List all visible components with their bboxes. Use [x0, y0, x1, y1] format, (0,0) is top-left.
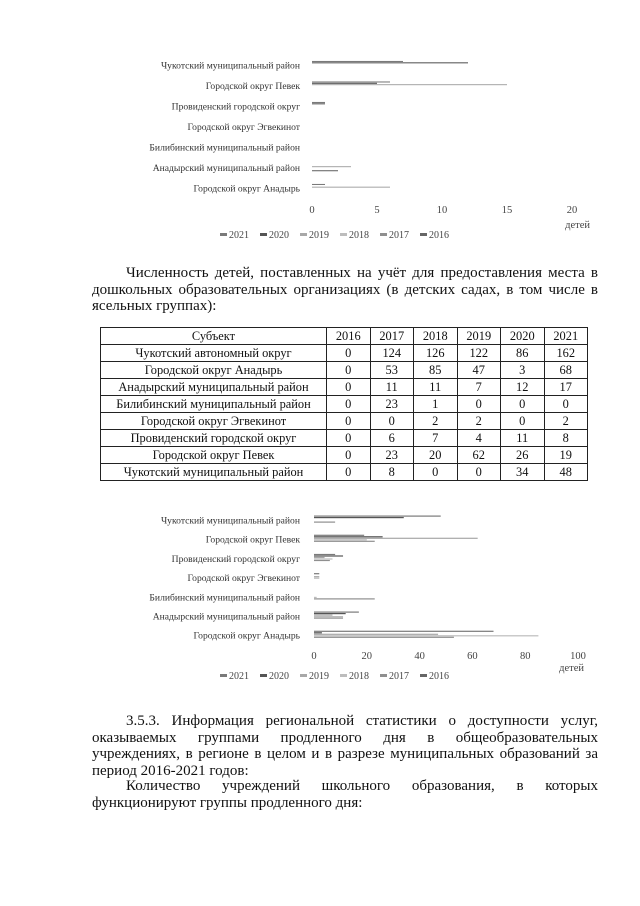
- row-value-cell: 26: [501, 447, 545, 464]
- x-tick-label: 20: [361, 651, 373, 662]
- table-header-row: [101, 328, 588, 345]
- row-value-cell: 48: [544, 464, 588, 481]
- bar-chart-1: [0, 48, 640, 248]
- legend-swatch: [300, 674, 307, 677]
- row-subject-cell: Городской округ Эгвекинот: [101, 413, 327, 430]
- bar-2021: [312, 61, 403, 62]
- legend-label: 2021: [229, 230, 249, 241]
- category-label: Анадырский муниципальный район: [152, 611, 300, 623]
- x-tick-label: 80: [519, 651, 531, 662]
- legend-swatch: [380, 674, 387, 677]
- bar-2020: [314, 555, 343, 556]
- row-value-cell: 0: [501, 413, 545, 430]
- header-cell: 2017: [370, 328, 414, 345]
- row-value-cell: 122: [457, 345, 501, 362]
- bar-2020: [314, 517, 404, 518]
- row-value-cell: 0: [544, 396, 588, 413]
- row-value-cell: 0: [327, 362, 371, 379]
- paragraph-text: Количество учреждений школьного образования, в которых функционируют группы продленного дня:: [92, 778, 598, 811]
- row-value-cell: 0: [327, 396, 371, 413]
- bar-2019: [314, 538, 478, 539]
- bar-2019: [314, 615, 332, 616]
- legend-label: 2020: [269, 671, 289, 682]
- row-value-cell: 8: [544, 430, 588, 447]
- bar-2021: [314, 631, 494, 632]
- table-row: [101, 379, 588, 396]
- row-value-cell: 19: [544, 447, 588, 464]
- legend-label: 2016: [429, 230, 449, 241]
- row-value-cell: 2: [414, 413, 458, 430]
- x-tick-label: 15: [501, 205, 513, 216]
- row-subject-cell: Чукотский муниципальный район: [101, 464, 327, 481]
- x-tick-label: 0: [311, 651, 317, 662]
- row-subject-cell: Городской округ Анадырь: [101, 362, 327, 379]
- row-value-cell: 0: [327, 430, 371, 447]
- bar-2021: [314, 573, 319, 574]
- bar-2021: [314, 535, 364, 536]
- row-value-cell: 0: [457, 464, 501, 481]
- category-label: Анадырский муниципальный район: [152, 163, 300, 174]
- row-value-cell: 34: [501, 464, 545, 481]
- bar-2019: [312, 84, 507, 85]
- table-row: [101, 345, 588, 362]
- bar-2018: [314, 578, 319, 579]
- x-tick-label: 40: [414, 651, 425, 662]
- bar-2017: [314, 522, 335, 523]
- category-label: Провиденский городской округ: [171, 101, 300, 113]
- legend-swatch: [260, 674, 267, 677]
- legend-swatch: [220, 233, 227, 236]
- category-label: Городской округ Анадырь: [193, 183, 300, 195]
- paragraph-text: 3.5.3. Информация региональной статистики о доступности услуг, оказываемых группами продленного дня в общеобразовательных учреждениях, в регионе в целом и в разрезе муниципальных образований за период 2016-2021 годов:: [92, 713, 598, 779]
- bar-2019: [314, 576, 319, 577]
- bar-2020: [312, 62, 468, 63]
- bar-2018: [314, 539, 367, 540]
- row-value-cell: 11: [414, 379, 458, 396]
- category-label: Билибинский муниципальный район: [149, 142, 300, 154]
- table-row: [101, 464, 588, 481]
- row-value-cell: 7: [414, 430, 458, 447]
- row-value-cell: 47: [457, 362, 501, 379]
- row-value-cell: 1: [414, 396, 458, 413]
- bar-2016: [312, 170, 338, 171]
- bar-2021: [312, 102, 325, 103]
- table-row: [101, 413, 588, 430]
- bar-2020: [312, 83, 377, 84]
- table-row: [101, 447, 588, 464]
- row-value-cell: 6: [370, 430, 414, 447]
- row-value-cell: 8: [370, 464, 414, 481]
- paragraph-text: Численность детей, поставленных на учёт для предоставления места в дошкольных образовательных организациях (в детских садах, в том числе в ясельных группах):: [92, 265, 598, 314]
- row-value-cell: 0: [501, 396, 545, 413]
- row-value-cell: 124: [370, 345, 414, 362]
- row-value-cell: 12: [501, 379, 545, 396]
- x-axis-label: детей: [559, 663, 584, 674]
- legend-label: 2016: [429, 671, 449, 682]
- bar-2017: [314, 541, 375, 542]
- row-value-cell: 11: [501, 430, 545, 447]
- row-value-cell: 0: [327, 464, 371, 481]
- x-axis-label: детей: [565, 220, 590, 231]
- row-value-cell: 23: [370, 447, 414, 464]
- header-cell: 2016: [327, 328, 371, 345]
- bar-2019: [312, 166, 351, 167]
- x-tick-label: 100: [570, 651, 586, 662]
- bar-2018: [314, 558, 332, 559]
- header-cell: 2019: [457, 328, 501, 345]
- row-value-cell: 0: [327, 345, 371, 362]
- bar-2019: [312, 187, 390, 188]
- header-cell: 2021: [544, 328, 588, 345]
- x-tick-label: 20: [566, 205, 578, 216]
- category-label: Городской округ Эгвекинот: [187, 573, 300, 585]
- legend-label: 2017: [389, 671, 409, 682]
- category-label: Чукотский муниципальный район: [160, 515, 300, 527]
- category-label: Городской округ Эгвекинот: [187, 122, 300, 133]
- legend-swatch: [340, 674, 347, 677]
- legend-swatch: [380, 233, 387, 236]
- row-subject-cell: Провиденский городской округ: [101, 430, 327, 447]
- legend-label: 2019: [309, 671, 329, 682]
- bar-2017: [314, 560, 330, 561]
- row-subject-cell: Городской округ Певек: [101, 447, 327, 464]
- row-value-cell: 0: [370, 413, 414, 430]
- row-value-cell: 126: [414, 345, 458, 362]
- x-tick-label: 5: [374, 205, 380, 216]
- row-subject-cell: Чукотский автономный округ: [101, 345, 327, 362]
- row-value-cell: 7: [457, 379, 501, 396]
- category-label: Чукотский муниципальный район: [160, 60, 300, 72]
- x-tick-label: 0: [309, 205, 315, 216]
- bar-2018: [314, 597, 317, 598]
- bar-chart-2: [0, 500, 640, 695]
- category-label: Провиденский городской округ: [171, 553, 300, 565]
- row-value-cell: 23: [370, 396, 414, 413]
- x-tick-label: 10: [436, 205, 448, 216]
- header-cell: 2020: [501, 328, 545, 345]
- row-value-cell: 68: [544, 362, 588, 379]
- bar-2019: [314, 634, 438, 635]
- legend-swatch: [300, 233, 307, 236]
- bar-2021: [312, 81, 390, 82]
- row-value-cell: 0: [457, 396, 501, 413]
- category-label: Городской округ Певек: [205, 81, 300, 92]
- legend-swatch: [260, 233, 267, 236]
- paragraph-schools-count: [92, 778, 598, 811]
- row-value-cell: 85: [414, 362, 458, 379]
- row-value-cell: 62: [457, 447, 501, 464]
- row-value-cell: 0: [414, 464, 458, 481]
- x-tick-label: 60: [467, 651, 478, 662]
- paragraph-children-registered: [92, 265, 598, 315]
- table-row: [101, 396, 588, 413]
- legend-label: 2019: [309, 230, 329, 241]
- legend-swatch: [220, 674, 227, 677]
- bar-2019: [314, 557, 325, 558]
- row-value-cell: 4: [457, 430, 501, 447]
- bar-2018: [314, 616, 343, 617]
- bar-2021: [314, 516, 441, 517]
- row-value-cell: 17: [544, 379, 588, 396]
- row-subject-cell: Анадырский муниципальный район: [101, 379, 327, 396]
- row-value-cell: 2: [457, 413, 501, 430]
- row-value-cell: 0: [327, 447, 371, 464]
- header-cell: Субъект: [101, 328, 327, 345]
- bar-2021: [314, 554, 335, 555]
- row-value-cell: 2: [544, 413, 588, 430]
- row-value-cell: 0: [327, 379, 371, 396]
- bar-2017: [314, 598, 375, 599]
- bar-2021: [312, 184, 325, 185]
- row-value-cell: 162: [544, 345, 588, 362]
- bar-2020: [312, 103, 325, 104]
- legend-label: 2017: [389, 230, 409, 241]
- legend-swatch: [420, 674, 427, 677]
- bar-2020: [314, 632, 322, 633]
- bar-2017: [314, 618, 343, 619]
- table-row: [101, 430, 588, 447]
- row-value-cell: 20: [414, 447, 458, 464]
- row-value-cell: 86: [501, 345, 545, 362]
- children-table: [100, 327, 588, 481]
- bar-2017: [314, 637, 454, 638]
- legend-label: 2018: [349, 671, 369, 682]
- row-value-cell: 11: [370, 379, 414, 396]
- legend-label: 2020: [269, 230, 289, 241]
- legend-label: 2018: [349, 230, 369, 241]
- header-cell: 2018: [414, 328, 458, 345]
- legend-label: 2021: [229, 671, 249, 682]
- row-subject-cell: Билибинский муниципальный район: [101, 396, 327, 413]
- category-label: Билибинский муниципальный район: [149, 592, 300, 604]
- row-value-cell: 3: [501, 362, 545, 379]
- bar-2021: [314, 612, 359, 613]
- bar-2020: [314, 613, 346, 614]
- bar-2020: [314, 536, 383, 537]
- legend-swatch: [420, 233, 427, 236]
- section-paragraph-3-5-3: [92, 713, 598, 779]
- row-value-cell: 53: [370, 362, 414, 379]
- bar-2018: [314, 635, 538, 636]
- table-row: [101, 362, 588, 379]
- category-label: Городской округ Певек: [205, 534, 300, 546]
- legend-swatch: [340, 233, 347, 236]
- category-label: Городской округ Анадырь: [193, 630, 300, 642]
- row-value-cell: 0: [327, 413, 371, 430]
